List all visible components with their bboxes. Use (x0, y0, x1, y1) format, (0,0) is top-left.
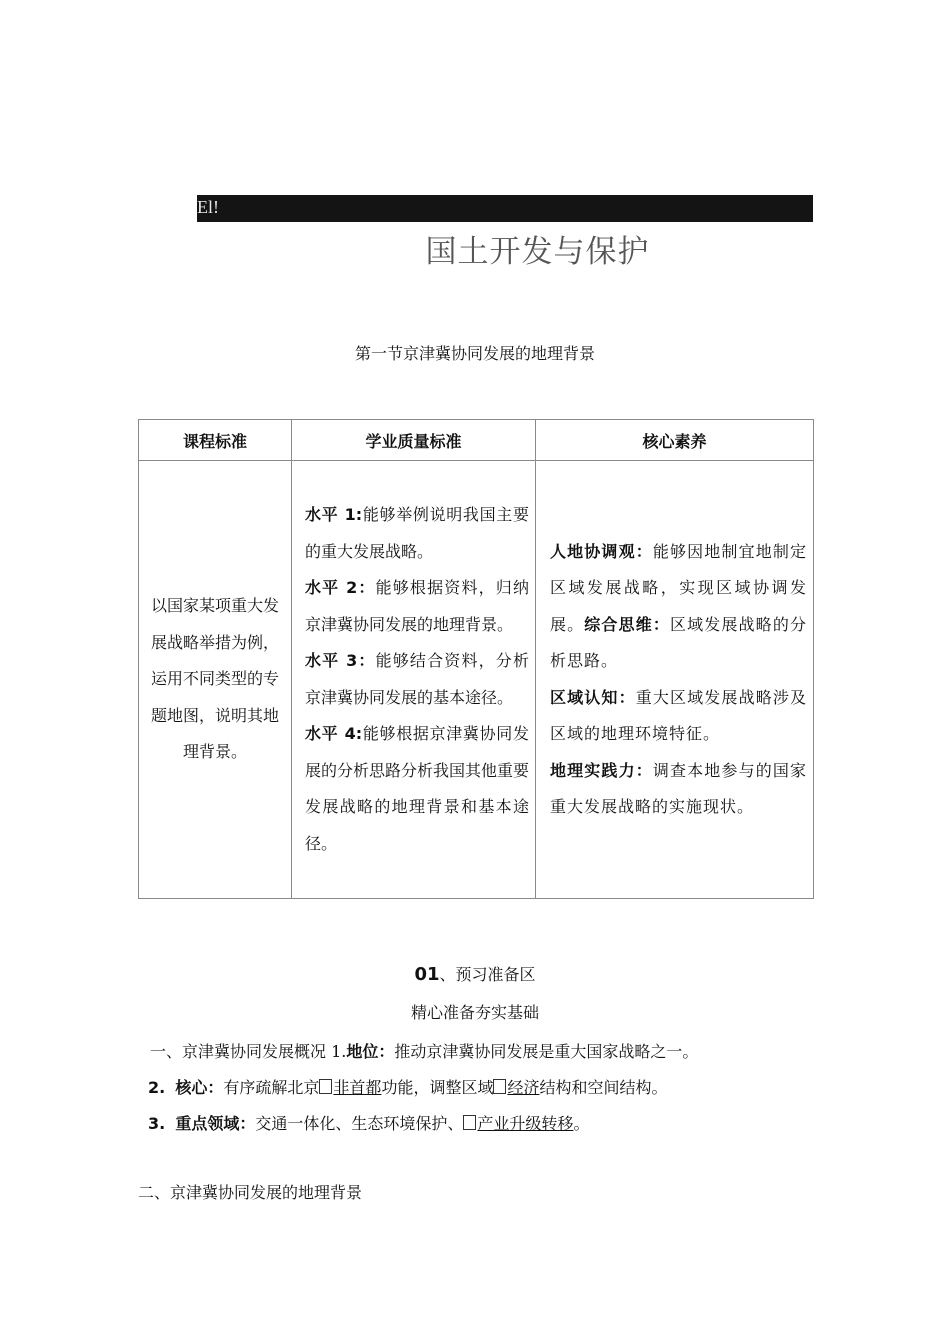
header-quality: 学业质量标准 (292, 420, 536, 461)
key-areas-text: 交通一体化、生态环境保护、 (255, 1114, 464, 1133)
table-row (139, 461, 814, 899)
literacy-text: 重大区域发展战略涉及区域的地理环境特征。 (550, 687, 807, 743)
literacy-label: 地理实践力： (550, 760, 653, 780)
chapter-title: 国土开发与保护 (425, 234, 650, 270)
core-text: 功能，调整区域 (381, 1078, 494, 1097)
blank-box-icon (463, 1115, 476, 1130)
position-label: 地位： (346, 1042, 395, 1061)
level-4 (305, 716, 529, 862)
level-text: 能够根据京津冀协同发展的分析思路分析我国其他重要发展战略的地理背景和基本途径。 (305, 724, 530, 853)
level-3 (305, 643, 529, 716)
curriculum-cell: 以国家某项重大发展战略举措为例，运用不同类型的专题地图，说明其地理背景。 (139, 461, 292, 899)
core-text: 结构和空间结构。 (539, 1078, 668, 1097)
blank-box-icon (319, 1079, 332, 1094)
section-2-heading: 二、京津冀协同发展的地理背景 (138, 1183, 363, 1202)
header-curriculum: 课程标准 (139, 420, 292, 461)
section-title: 第一节京津冀协同发展的地理背景 (354, 344, 595, 363)
prep-heading-text: 、预习准备区 (439, 965, 536, 984)
core-label: 核心： (175, 1078, 224, 1097)
header-literacy: 核心素养 (536, 420, 814, 461)
level-text: 能够根据资料，归纳京津冀协同发展的地理背景。 (305, 578, 529, 634)
prep-heading (0, 962, 950, 985)
overview-line-3 (148, 1111, 589, 1134)
overview-line-1 (150, 1039, 698, 1062)
literacy-paragraph (550, 753, 807, 826)
literacy-paragraph (550, 680, 807, 753)
table-header-row (139, 420, 814, 461)
quality-cell (292, 461, 536, 899)
blank-box-icon (493, 1079, 506, 1094)
prep-subtitle: 精心准备夯实基础 (410, 1003, 539, 1022)
literacy-text: 调查本地参与的国家重大发展战略的实施现状。 (550, 760, 807, 816)
answer-blank: 经济 (507, 1078, 540, 1097)
literacy-label: 人地协调观： (550, 541, 653, 561)
level-label: 水平 2： (305, 578, 376, 597)
literacy-cell (536, 461, 814, 899)
overview-prefix: 一、京津冀协同发展概况 1. (150, 1042, 347, 1061)
key-areas-label: 重点领域： (175, 1114, 256, 1133)
level-1 (305, 497, 529, 570)
chapter-banner (197, 195, 813, 222)
answer-blank: 产业升级转移 (477, 1114, 574, 1133)
literacy-text: 能够因地制宜地制定区域发展战略，实现区域协调发展。 (550, 541, 807, 634)
level-label: 水平 4: (305, 724, 363, 743)
literacy-label: 综合思维： (584, 614, 670, 634)
literacy-text: 区域发展战略的分析思路。 (550, 614, 807, 670)
level-label: 水平 3： (305, 651, 376, 670)
core-text: 有序疏解北京 (223, 1078, 320, 1097)
answer-blank: 非首都 (333, 1078, 382, 1097)
level-text: 能够举例说明我国主要的重大发展战略。 (305, 505, 529, 561)
literacy-paragraph (550, 534, 807, 680)
literacy-label: 区域认知： (550, 687, 636, 707)
position-text: 推动京津冀协同发展是重大国家战略之一。 (394, 1042, 699, 1061)
overview-line-2 (148, 1075, 667, 1098)
level-text: 能够结合资料，分析京津冀协同发展的基本途径。 (305, 651, 529, 707)
standards-table (138, 419, 814, 899)
key-areas-text: 。 (573, 1114, 590, 1133)
banner-text: El! (197, 197, 219, 217)
item-number: 3. (148, 1114, 166, 1133)
level-2 (305, 570, 529, 643)
item-number: 2. (148, 1078, 166, 1097)
level-label: 水平 1: (305, 505, 363, 524)
prep-number: 01 (414, 964, 440, 985)
